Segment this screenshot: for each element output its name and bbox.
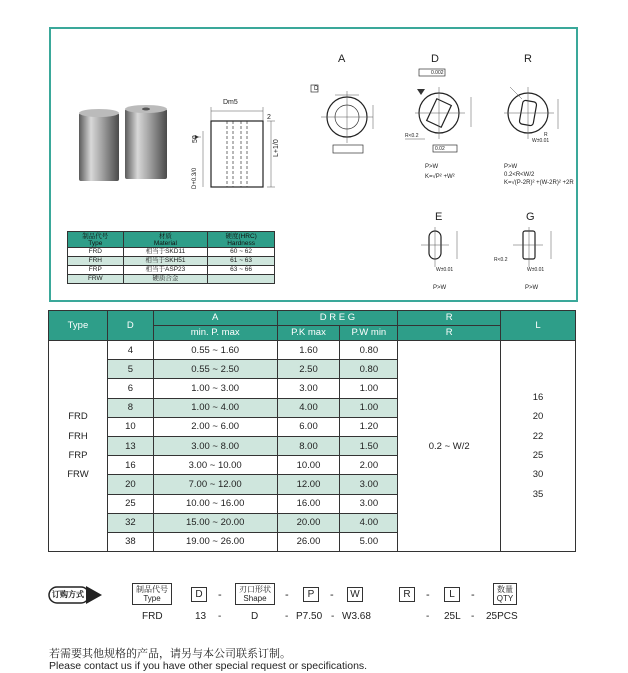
order-type-box: 制品代号 Type <box>132 583 172 605</box>
g-r-small: R<0.2 <box>494 257 508 263</box>
example-type: FRD <box>142 611 163 622</box>
dim-d-tol: D+0.3/0 <box>192 167 198 189</box>
dash-1: - <box>218 589 222 601</box>
dim-fifty: 50 <box>192 135 199 143</box>
header-a: A <box>153 311 277 326</box>
view-a-label: A <box>338 53 346 65</box>
dash-2: - <box>285 589 289 601</box>
dash-4: - <box>426 589 430 601</box>
view-g-label: G <box>526 211 535 223</box>
table-row: 20 7.00 ~ 12.00 12.00 3.00 <box>49 475 576 494</box>
view-e-label: E <box>435 211 443 223</box>
note-chinese: 若需要其他规格的产品，请另与本公司联系订制。 <box>49 648 291 660</box>
example-dash-2: - <box>285 611 289 622</box>
note-english: Please contact us if you have other special request or specifications. <box>49 660 368 672</box>
dim-l-tol: L+1/0 <box>273 139 280 157</box>
header-d: D <box>107 311 153 341</box>
dim-dm5: Dm5 <box>223 99 238 106</box>
g-condition: P>W <box>525 285 539 291</box>
gdt-tolerance-2: 0.02 <box>435 146 445 152</box>
header-a-sub: min. P. max <box>153 326 277 341</box>
spec-table <box>48 310 576 552</box>
table-row: 25 10.00 ~ 16.00 16.00 3.00 <box>49 494 576 513</box>
order-w-box: W <box>347 587 363 602</box>
table-row: 16 3.00 ~ 10.00 10.00 2.00 <box>49 456 576 475</box>
order-d-box: D <box>191 587 207 602</box>
order-shape-box: 刃口形状 Shape <box>235 583 275 605</box>
table-row: 6 1.00 ~ 3.00 3.00 1.00 <box>49 379 576 398</box>
view-r-drawing <box>496 79 576 159</box>
header-r: R <box>398 311 501 326</box>
table-row: 32 15.00 ~ 20.00 20.00 4.00 <box>49 513 576 532</box>
header-dreg: D R E G <box>277 311 398 326</box>
example-qty: 25PCS <box>486 611 518 622</box>
order-method-badge: 订购方式 <box>48 585 104 605</box>
view-d-drawing <box>401 67 481 157</box>
e-w-tol: W±0.01 <box>436 267 454 273</box>
example-dash-1: - <box>218 611 222 622</box>
example-dash-4: - <box>426 611 430 622</box>
gdt-tolerance-1: 0.002 <box>431 70 444 76</box>
r-condition-2: 0.2<R<W/2 <box>504 172 535 178</box>
view-r-label: R <box>524 53 532 65</box>
r-mark: R <box>544 132 548 138</box>
header-l: L <box>501 311 576 341</box>
d-r-small: R<0.2 <box>405 133 419 139</box>
mat-row: FRP 相当于ASP23 63 ~ 66 <box>68 266 275 275</box>
dash-5: - <box>471 589 475 601</box>
r-condition-1: P>W <box>504 164 518 170</box>
material-table <box>67 231 275 284</box>
header-type: Type <box>49 311 108 341</box>
e-condition: P>W <box>433 285 447 291</box>
table-row: 13 3.00 ~ 8.00 8.00 1.50 <box>49 436 576 455</box>
mat-row: FRD 相当于SKD11 60 ~ 62 <box>68 248 275 257</box>
header-r-sub: R <box>398 326 501 341</box>
example-l: 25L <box>444 611 461 622</box>
table-row: 8 1.00 ~ 4.00 4.00 1.00 <box>49 398 576 417</box>
d-condition: P>W <box>425 164 439 170</box>
r-w-tol: W±0.01 <box>532 138 550 144</box>
view-a-drawing <box>309 77 381 157</box>
header-pw-min: P.W min <box>340 326 398 341</box>
example-w: W3.68 <box>342 611 371 622</box>
example-d: 13 <box>195 611 207 622</box>
mat-row: FRH 相当于SKH51 61 ~ 63 <box>68 257 275 266</box>
datum-d-mark: D <box>314 86 319 92</box>
mat-row: FRW 硬质合金 <box>68 275 275 284</box>
mat-header-material: 材质 Material <box>123 232 208 248</box>
example-shape: D <box>251 611 259 622</box>
dash-3: - <box>330 589 334 601</box>
d-k-formula: K=√P² +W² <box>425 174 455 180</box>
r-value-cell: 0.2 ~ W/2 <box>398 341 501 552</box>
table-row: FRD FRH FRP FRW 4 0.55 ~ 1.60 1.60 0.80 0.2 ~ W/2 16 20 22 25 30 35 <box>49 341 576 360</box>
product-photo <box>75 105 175 187</box>
r-k-formula: K=√(P-2R)² +(W-2R)² +2R <box>504 180 574 186</box>
l-values-cell: 16 20 22 25 30 35 <box>501 341 576 552</box>
dim-two: 2 <box>267 114 271 121</box>
order-p-box: P <box>303 587 319 602</box>
example-dash-5: - <box>471 611 475 622</box>
mat-header-hardness: 硬度(HRC) Hardness <box>208 232 275 248</box>
view-d-label: D <box>431 53 439 65</box>
header-pk-max: P.K max <box>277 326 340 341</box>
order-r-box: R <box>399 587 415 602</box>
type-cell: FRD FRH FRP FRW <box>49 341 108 552</box>
example-p: P7.50 <box>296 611 323 622</box>
order-qty-box: 数量 QTY <box>493 583 517 605</box>
example-dash-3: - <box>331 611 335 622</box>
table-row: 10 2.00 ~ 6.00 6.00 1.20 <box>49 417 576 436</box>
g-w-tol: W±0.01 <box>527 267 545 273</box>
order-l-box: L <box>444 587 460 602</box>
drawing-panel <box>49 27 578 302</box>
table-row: 5 0.55 ~ 2.50 2.50 0.80 <box>49 360 576 379</box>
mat-header-type: 制品代号 Type <box>68 232 124 248</box>
table-row: 38 19.00 ~ 26.00 26.00 5.00 <box>49 532 576 551</box>
